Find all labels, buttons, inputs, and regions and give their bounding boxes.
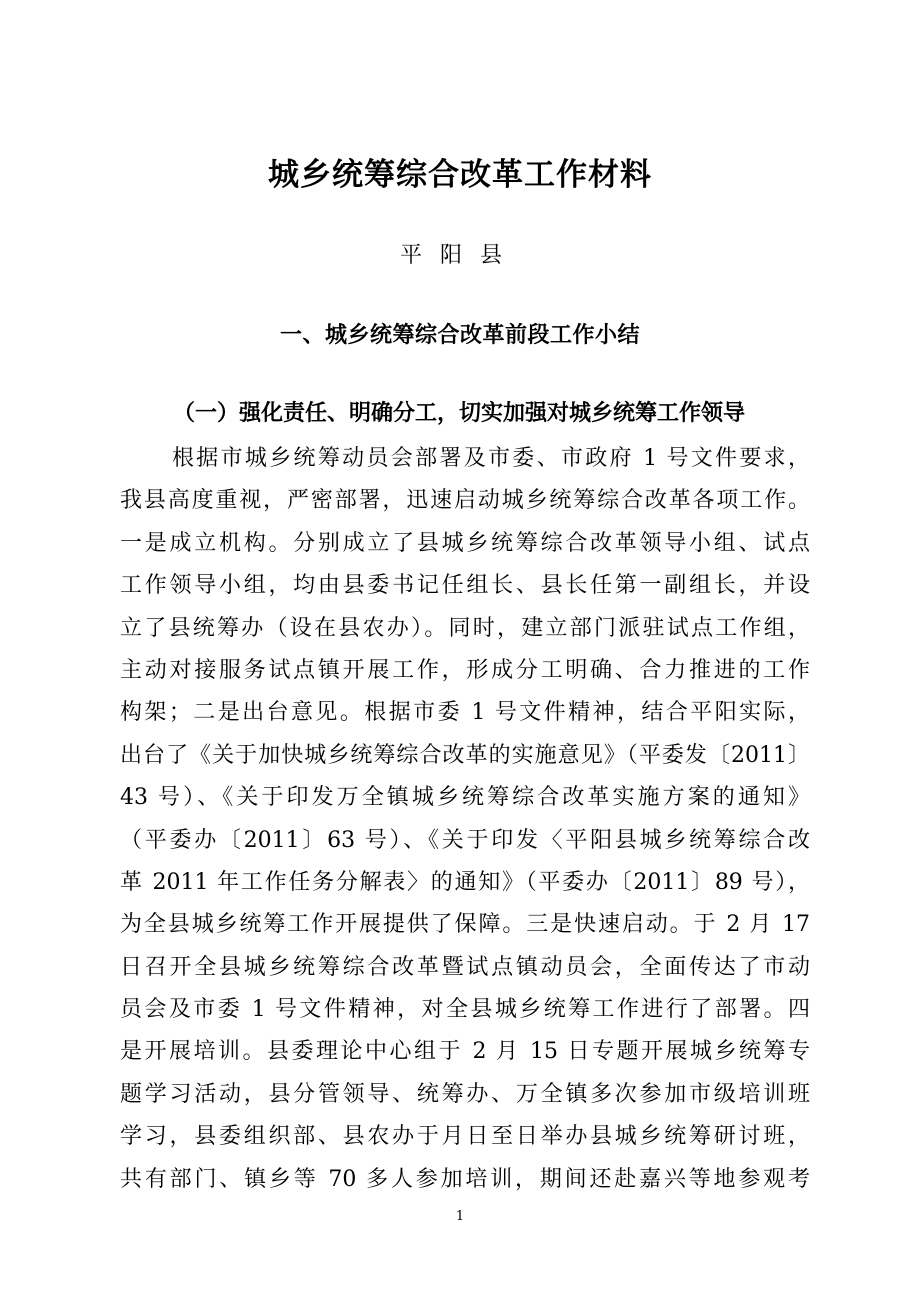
body-line: 我县高度重视，严密部署，迅速启动城乡统筹综合改革各项工作。 [120,488,810,514]
body-line: 共有部门、镇乡等 70 多人参加培训，期间还赴嘉兴等地参观考 [120,1166,810,1192]
body-line: 一是成立机构。分别成立了县城乡统筹综合改革领导小组、试点 [120,530,810,556]
author-line: 平阳县 [399,243,520,268]
sub-heading: （一）强化责任、明确分工，切实加强对城乡统筹工作领导 [173,401,746,426]
body-line: 题学习活动，县分管领导、统筹办、万全镇多次参加市级培训班 [120,1081,810,1107]
body-line: 革 2011 年工作任务分解表〉的通知》（平委办〔2011〕89 号）， [120,869,810,895]
body-line: 是开展培训。县委理论中心组于 2 月 15 日专题开展城乡统筹专 [120,1039,810,1065]
section-heading: 一、城乡统筹综合改革前段工作小结 [279,323,640,348]
page-number: 1 [455,1209,465,1224]
body-line: 出台了《关于加快城乡统筹综合改革的实施意见》（平委发〔2011〕 [120,742,810,768]
body-line: 日召开全县城乡统筹综合改革暨试点镇动员会，全面传达了市动 [120,954,810,980]
body-line: 根据市城乡统筹动员会部署及市委、市政府 1 号文件要求， [172,446,810,471]
body-line: 工作领导小组，均由县委书记任组长、县长任第一副组长，并设 [120,573,810,599]
body-line: 学习，县委组织部、县农办于月日至日举办县城乡统筹研讨班， [120,1124,810,1150]
body-line: 立了县统筹办（设在县农办）。同时，建立部门派驻试点工作组， [120,615,810,641]
document-title: 城乡统筹综合改革工作材料 [268,157,652,193]
body-line: 主动对接服务试点镇开展工作，形成分工明确、合力推进的工作 [120,657,810,683]
body-line: 员会及市委 1 号文件精神，对全县城乡统筹工作进行了部署。四 [120,997,810,1023]
body-line: 为全县城乡统筹工作开展提供了保障。三是快速启动。于 2 月 17 [120,912,810,938]
body-line: 43 号）、《关于印发万全镇城乡统筹综合改革实施方案的通知》 [120,785,810,811]
body-line: （平委办〔2011〕63 号）、《关于印发〈平阳县城乡统筹综合改 [120,827,810,853]
body-line: 构架；二是出台意见。根据市委 1 号文件精神，结合平阳实际， [120,700,810,726]
body-paragraph [120,438,810,1201]
